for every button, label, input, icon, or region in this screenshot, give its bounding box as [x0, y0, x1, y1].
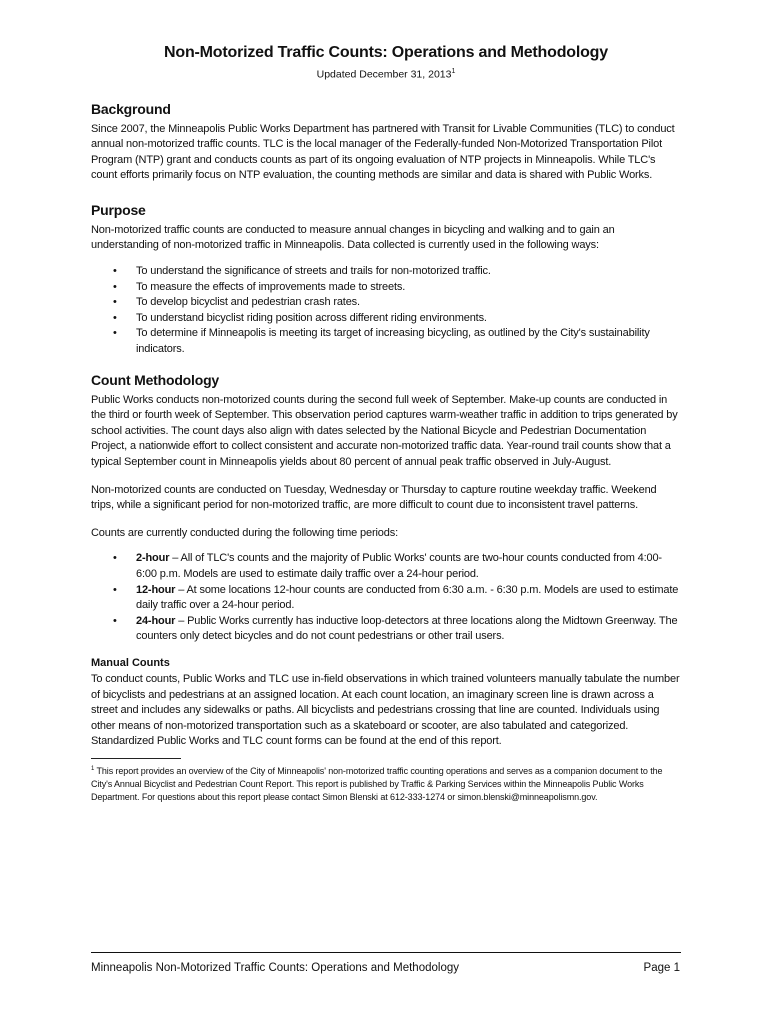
updated-text: Updated December 31, 2013	[316, 68, 452, 81]
footer-title: Minneapolis Non-Motorized Traffic Counts: Operations and Methodology	[91, 962, 459, 974]
methodology-paragraph-3: Counts are currently conducted during the following time periods:	[91, 526, 398, 539]
period-text: – At some locations 12-hour counts are conducted from 6:30 a.m. - 6:30 p.m. Models are used to estimate daily traffic over a 24-hour period.	[136, 583, 679, 612]
list-item-text: To understand bicyclist riding position across different riding environments.	[136, 311, 487, 324]
bullet-marker: •	[113, 265, 117, 278]
list-item	[91, 551, 681, 582]
document-title: Non-Motorized Traffic Counts: Operations and Methodology	[164, 44, 608, 61]
methodology-paragraph-2: Non-motorized counts are conducted on Tuesday, Wednesday or Thursday to capture routine weekday traffic. Weekend trips, while a significant period for non-motorized traffic, are more difficult to count due to inconsistent travel patterns.	[91, 483, 657, 512]
list-item-text: To understand the significance of streets and trails for non-motorized traffic.	[136, 265, 491, 278]
list-item	[91, 583, 681, 614]
list-item	[91, 295, 681, 311]
methodology-heading: Count Methodology	[91, 371, 220, 388]
footnote-text: This report provides an overview of the City of Minneapolis' non-motorized traffic counting operations and serves as a companion document to the City's Annual Bicyclist and Pedestrian Count Report. This report is published by Traffic & Parking Services within the Minneapolis Public Works Department. For questions about this report please contact Simon Blenski at 612-333-1274 or simon.blenski@minneapolismn.gov.	[91, 765, 663, 803]
page-number: Page 1	[643, 962, 680, 974]
purpose-list	[91, 264, 681, 358]
list-item-text: To develop bicyclist and pedestrian crash rates.	[136, 296, 360, 309]
bullet-marker: •	[113, 280, 117, 293]
manual-counts-paragraph: To conduct counts, Public Works and TLC use in-field observations in which trained volunteers manually tabulate the number of bicyclists and pedestrians at an assigned location. At each count location, an imaginary screen line is drawn across a street and includes any sidewalks or paths. All bicyclists and pedestrians crossing that line are counted. Individuals using other means of non-motorized transportation such as a skateboard or scooter, are also tabulated and categorized. Standardized Public Works and TLC count forms can be found at the end of this report.	[91, 672, 680, 748]
purpose-heading: Purpose	[91, 201, 146, 218]
footnote-divider	[91, 758, 181, 759]
manual-counts-heading: Manual Counts	[91, 656, 170, 669]
updated-date	[91, 68, 681, 81]
methodology-section	[91, 372, 681, 750]
purpose-paragraph: Non-motorized traffic counts are conducted to measure annual changes in bicycling and walking and to gain an understanding of non-motorized traffic in Minneapolis. Data collected is currently used in the following ways:	[91, 223, 615, 252]
bullet-marker: •	[113, 614, 117, 627]
list-item	[91, 280, 681, 296]
bullet-marker: •	[113, 583, 117, 596]
bullet-marker: •	[113, 296, 117, 309]
period-text: – All of TLC's counts and the majority of Public Works' counts are two-hour counts conducted from 4:00-6:00 p.m. Models are used to estimate daily traffic over a 24-hour period.	[136, 552, 662, 580]
list-item	[91, 311, 681, 327]
list-item	[91, 264, 681, 280]
methodology-paragraph-1: Public Works conducts non-motorized counts during the second full week of September. Make-up counts are conducted in the third or fourth week of September. This observation period captures warm-weather traffic in addition to trips generated by school activities. The count days also align with dates selected by the National Bicycle and Pedestrian Documentation Project, a nationwide effort to collect consistent and accurate non-motorized traffic data. Year-round trail counts show that a typical September count in Minneapolis yields about 80 percent of annual peak traffic observed in July-August.	[91, 393, 678, 468]
background-heading: Background	[91, 100, 171, 117]
page-content	[91, 44, 681, 805]
bullet-marker: •	[113, 311, 117, 324]
time-periods-list	[91, 551, 681, 645]
period-text: – Public Works currently has inductive loop-detectors at three locations along the Midtown Greenway. The counters only detect bicycles and do not count pedestrians or other trail users.	[136, 614, 678, 643]
bullet-marker: •	[113, 552, 117, 565]
list-item-text: To measure the effects of improvements made to streets.	[136, 280, 406, 293]
footnote	[91, 763, 681, 805]
list-item	[91, 614, 681, 645]
list-item-text: To determine if Minneapolis is meeting its target of increasing bicycling, as outlined by the City's sustainability indicators.	[136, 327, 650, 356]
purpose-section	[91, 202, 681, 358]
footnote-ref: 1	[451, 68, 456, 75]
bullet-marker: •	[113, 327, 117, 340]
list-item	[91, 326, 681, 357]
period-term: 12-hour	[136, 583, 176, 596]
period-term: 2-hour	[136, 552, 170, 565]
footnote-number: 1	[91, 765, 95, 772]
background-paragraph: Since 2007, the Minneapolis Public Works Department has partnered with Transit for Livable Communities (TLC) to conduct annual non-motorized traffic counts. TLC is the local manager of the Federally-funded Non-Motorized Transportation Pilot Program (NTP) grant and conducts counts as part of its ongoing evaluation of NTP projects in Minneapolis. While TLC's count efforts primarily focus on NTP evaluation, the counting methods are similar and data is shared with Public Works.	[91, 122, 675, 182]
footer-divider	[91, 952, 681, 953]
period-term: 24-hour	[136, 614, 176, 627]
background-section	[91, 101, 681, 184]
